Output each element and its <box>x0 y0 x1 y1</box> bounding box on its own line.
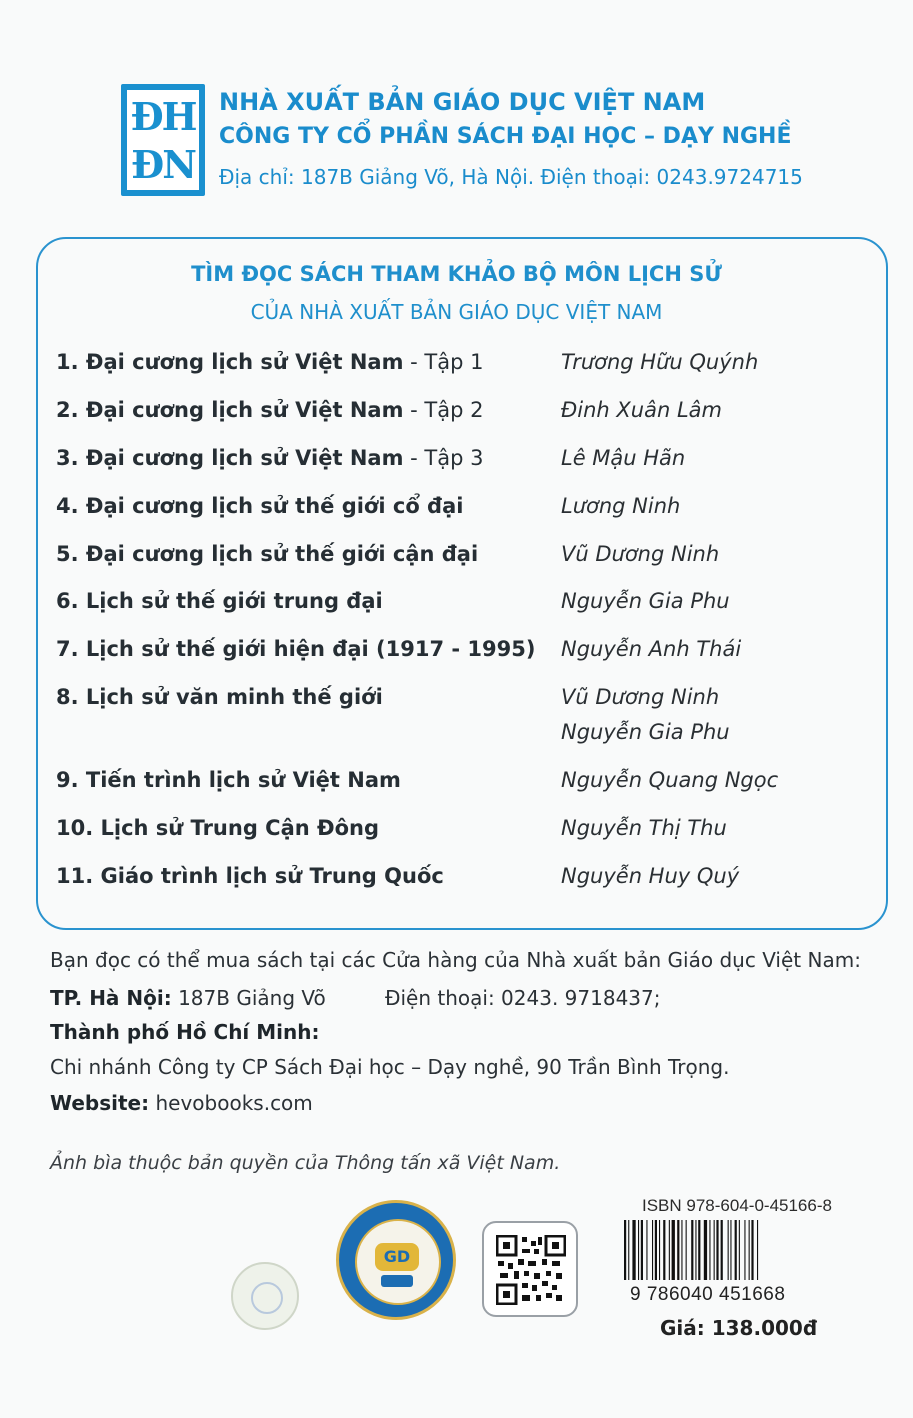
website <box>50 1091 313 1115</box>
book-item <box>56 637 886 667</box>
publisher-name: NHÀ XUẤT BẢN GIÁO DỤC VIỆT NAM <box>219 88 706 116</box>
book-item <box>56 398 886 428</box>
publisher-company: CÔNG TY CỔ PHẦN SÁCH ĐẠI HỌC – DẠY NGHỀ <box>219 124 792 149</box>
book-title: 8. Lịch sử văn minh thế giới <box>56 685 383 709</box>
book-volume: - Tập 2 <box>403 398 484 422</box>
book-item <box>56 768 886 798</box>
book-title: 1. Đại cương lịch sử Việt Nam - Tập 1 <box>56 350 484 374</box>
book-author: Lương Ninh <box>561 494 681 518</box>
store-hcm-label: Thành phố Hồ Chí Minh: <box>50 1020 320 1044</box>
store-hanoi-address: 187B Giảng Võ <box>171 986 326 1010</box>
book-author: Vũ Dương Ninh <box>561 542 720 566</box>
book-author: Đinh Xuân Lâm <box>561 398 722 422</box>
book-item <box>56 542 886 572</box>
logo-top-letters: ĐH <box>130 94 196 139</box>
anniversary-seal-icon <box>231 1262 299 1330</box>
website-link[interactable]: hevobooks.com <box>149 1091 313 1115</box>
price: Giá: 138.000đ <box>660 1316 818 1340</box>
book-item <box>56 816 886 846</box>
book-title: 3. Đại cương lịch sử Việt Nam - Tập 3 <box>56 446 484 470</box>
qr-code-icon <box>482 1221 578 1317</box>
isbn-label: ISBN 978-604-0-45166-8 <box>642 1196 832 1215</box>
publisher-seal-icon <box>336 1200 456 1320</box>
barcode-digits: 9 786040 451668 <box>630 1284 786 1305</box>
book-list-title: TÌM ĐỌC SÁCH THAM KHẢO BỘ MÔN LỊCH SỬ <box>191 262 722 286</box>
book-title: 9. Tiến trình lịch sử Việt Nam <box>56 768 401 792</box>
logo-bottom-letters: ĐN <box>131 142 195 187</box>
website-label: Website: <box>50 1091 150 1115</box>
book-author: Lê Mậu Hãn <box>561 446 686 470</box>
book-author: Nguyễn Anh Thái <box>561 637 742 661</box>
store-hcm-branch: Chi nhánh Công ty CP Sách Đại học – Dạy nghề, 90 Trần Bình Trọng. <box>50 1055 730 1079</box>
store-hanoi <box>50 986 326 1010</box>
book-item <box>56 589 886 619</box>
book-author: Trương Hữu Quýnh <box>561 350 759 374</box>
book-title: 6. Lịch sử thế giới trung đại <box>56 589 383 613</box>
book-list-subtitle: CỦA NHÀ XUẤT BẢN GIÁO DỤC VIỆT NAM <box>250 300 663 324</box>
book-title: 10. Lịch sử Trung Cận Đông <box>56 816 380 840</box>
publisher-logo <box>121 84 205 196</box>
book-author: Vũ Dương Ninh <box>561 685 720 709</box>
stores-intro: Bạn đọc có thể mua sách tại các Cửa hàng của Nhà xuất bản Giáo dục Việt Nam: <box>50 948 861 972</box>
book-item <box>56 494 886 524</box>
book-volume: - Tập 1 <box>403 350 484 374</box>
book-title: 11. Giáo trình lịch sử Trung Quốc <box>56 864 444 888</box>
store-hanoi-phone: Điện thoại: 0243. 9718437; <box>385 986 661 1010</box>
book-author: Nguyễn Gia Phu <box>561 720 730 744</box>
publisher-address: Địa chỉ: 187B Giảng Võ, Hà Nội. Điện thoại: 0243.9724715 <box>219 165 803 189</box>
barcode-icon <box>622 1220 804 1284</box>
book-title: 2. Đại cương lịch sử Việt Nam - Tập 2 <box>56 398 484 422</box>
book-item <box>56 864 886 894</box>
book-item <box>56 350 886 380</box>
book-title: 5. Đại cương lịch sử thế giới cận đại <box>56 542 479 566</box>
book-volume: - Tập 3 <box>403 446 484 470</box>
book-author: Nguyễn Thị Thu <box>561 816 727 840</box>
book-item <box>56 685 886 755</box>
cover-credit: Ảnh bìa thuộc bản quyền của Thông tấn xã Việt Nam. <box>50 1152 561 1174</box>
book-title: 4. Đại cương lịch sử thế giới cổ đại <box>56 494 464 518</box>
book-author: Nguyễn Quang Ngọc <box>561 768 779 792</box>
seal-mark: GD <box>375 1243 419 1271</box>
book-title: 7. Lịch sử thế giới hiện đại (1917 - 1995) <box>56 637 536 661</box>
book-author: Nguyễn Huy Quý <box>561 864 740 888</box>
book-author: Nguyễn Gia Phu <box>561 589 730 613</box>
book-item <box>56 446 886 476</box>
store-hanoi-label: TP. Hà Nội: <box>50 986 172 1010</box>
